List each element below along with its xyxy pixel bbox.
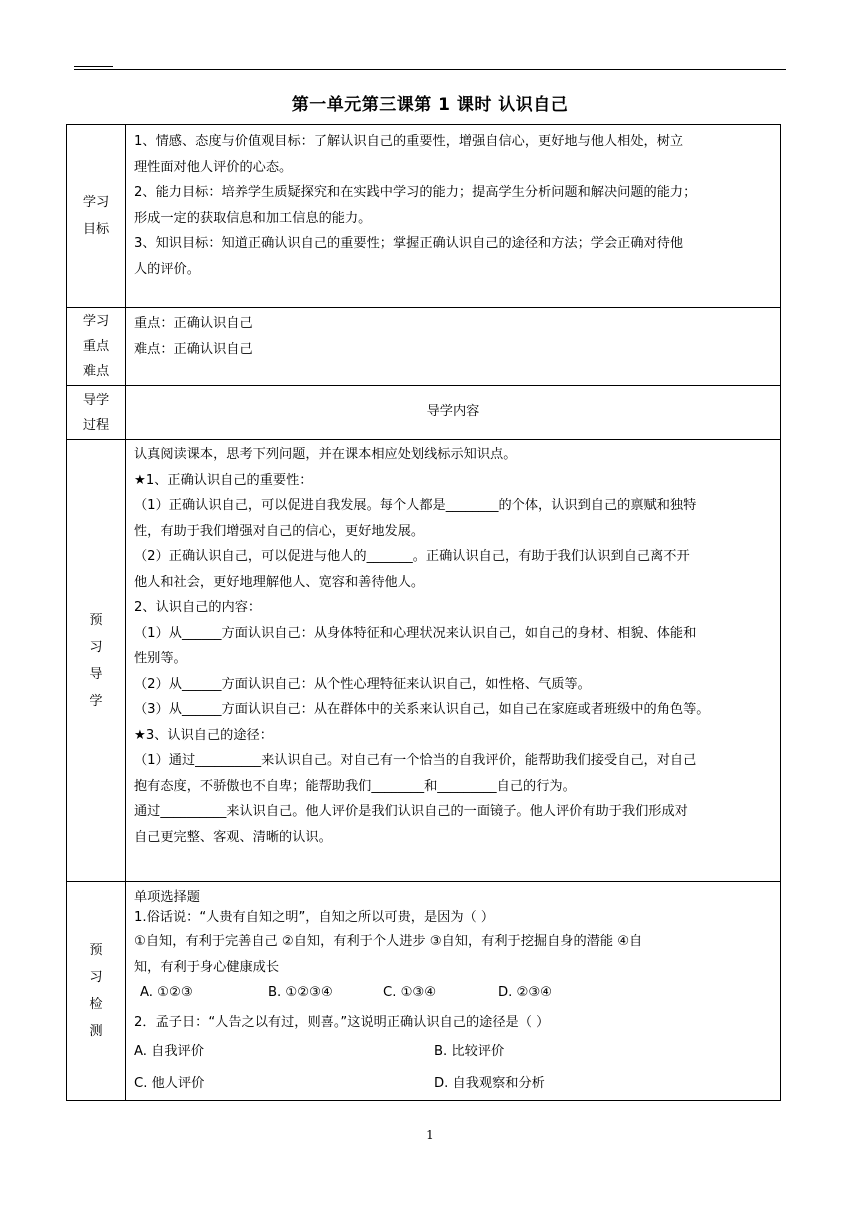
page-title: 第一单元第三课第 1 课时 认识自己 — [291, 95, 569, 115]
q2-option-d: D. 自我观察和分析 — [434, 1075, 545, 1091]
question-1-statements: ①自知，有利于完善自己 ②自知，有利于个人进步 ③自知，有利于挖掘自身的潜能 ④自 — [134, 934, 643, 949]
check-label: 预 习 检 测 — [67, 882, 126, 1101]
process-label: 导学 过程 — [67, 386, 126, 440]
preview-row — [67, 440, 781, 882]
q2-option-b: B. 比较评价 — [434, 1044, 505, 1059]
question-1-options — [134, 980, 772, 1006]
q2-option-a: A. 自我评价 — [134, 1044, 204, 1059]
q1-option-b: B. ①②③④ — [268, 985, 333, 1000]
process-content: 导学内容 — [126, 386, 781, 440]
question-1: 1.俗话说：“人贵有自知之明”，自知之所以可贵，是因为（ ） — [134, 910, 495, 925]
goals-content: 1、情感、态度与价值观目标：了解认识自己的重要性，增强自信心，更好地与他人相处，树立 理性面对他人评价的心态。 2、能力目标：培养学生质疑探究和在实践中学习的能力；提高学生分析问题和解决问题的能力； 形成一定的获取信息和加工信息的能力。 3、知识目标：知道正确认识自己的重要性；掌握正确认识自己的途径和方法；学会正确对待他 人的评价。 — [126, 125, 781, 308]
process-row — [67, 386, 781, 440]
goals-label: 学习 目标 — [67, 125, 126, 308]
check-content: 单项选择题 1.俗话说：“人贵有自知之明”，自知之所以可贵，是因为（ ） ①自知，有利于完善自己 ②自知，有利于个人进步 ③自知，有利于挖掘自身的潜能 ④自 知，有利于身心健康成长 A. ①②③ B. ①②③④ C. ①③④ D. ②③④ 2．孟子日：“人告之以有过，则喜。”这说明正确认识自己的途径是（ ） A. 自我评价 B. 比较评价 C. 他人评价 D. 自我观察和分析 — [126, 882, 781, 1101]
key-points-row — [67, 308, 781, 386]
q1-option-a: A. ①②③ — [140, 985, 193, 1000]
question-2: 2．孟子日：“人告之以有过，则喜。”这说明正确认识自己的途径是（ ） — [134, 1014, 550, 1030]
goals-row — [67, 125, 781, 308]
preview-label: 预 习 导 学 — [67, 440, 126, 882]
key-points-label: 学习 重点 难点 — [67, 308, 126, 386]
check-heading: 单项选择题 — [134, 890, 200, 905]
key-points-content: 重点：正确认识自己 难点：正确认识自己 — [126, 308, 781, 386]
header-rule — [74, 69, 786, 70]
q1-option-d: D. ②③④ — [498, 985, 553, 1000]
check-row — [67, 882, 781, 1101]
q2-option-c: C. 他人评价 — [134, 1075, 205, 1091]
q1-option-c: C. ①③④ — [383, 985, 437, 1000]
lesson-table — [66, 124, 781, 1101]
preview-content: 认真阅读课本，思考下列问题，并在课本相应处划线标示知识点。 ★1、正确认识自己的重要性： （1）正确认识自己，可以促进自我发展。每个人都是________的个体，认识到自己的禀赋和独特 性，有助于我们增强对自己的信心，更好地发展。 （2）正确认识自己，可以促进与他人的_______。正确认识自己，有助于我们认识到自己离不开 他人和社会，更好地理解他人、宽容和善待他人。 2、认识自己的内容： （1）从______方面认识自己：从身体特征和心理状况来认识自己，如自己的身材、相貌、体能和 性别等。 （2）从______方面认识自己：从个性心理特征来认识自己，如性格、气质等。 （3）从______方面认识自己：从在群体中的关系来认识自己，如自己在家庭或者班级中的角色等。 ★3、认识自己的途径： （1）通过__________来认识自己。对自己有一个恰当的自我评价，能帮助我们接受自己，对自己 抱有态度，不骄傲也不自卑；能帮助我们________和_________自己的行为。 通过__________来认识自己。他人评价是我们认识自己的一面镜子。他人评价有助于我们形成对 自己更完整、客观、清晰的认识。 — [126, 440, 781, 882]
page-number: 1 — [426, 1128, 434, 1142]
question-2-options — [134, 1039, 772, 1096]
header-short-rule — [74, 66, 113, 67]
